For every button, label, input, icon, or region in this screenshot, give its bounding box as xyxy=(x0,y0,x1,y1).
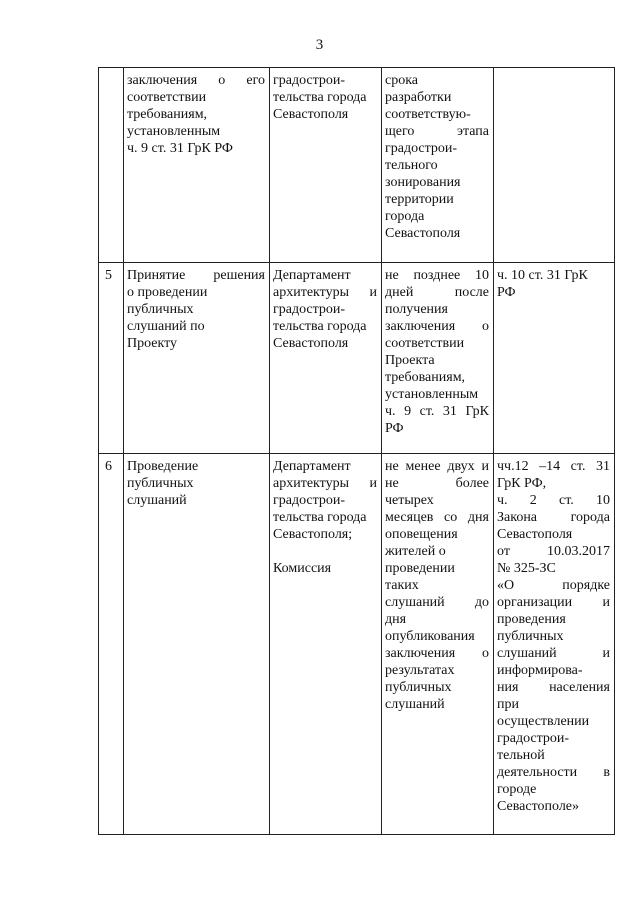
cell-text-line: тельства города xyxy=(273,90,367,105)
cell-text-line: требованиям, xyxy=(127,107,208,122)
cell-text-line: чч.12 –14 ст. 31 xyxy=(497,459,610,474)
cell-text-line: установленным xyxy=(127,124,221,139)
cell-text-line: не более xyxy=(385,476,489,491)
cell-text-line: градострои- xyxy=(385,141,458,156)
cell-text-line: Закона города xyxy=(497,510,610,525)
cell-text-line: тельства города xyxy=(273,319,367,334)
cell-text-line: заключения о его xyxy=(127,73,265,88)
cell-text-line: градострои- xyxy=(273,73,346,88)
cell-text-line: слушаний xyxy=(385,697,445,712)
cell-text-line: Севастополя xyxy=(273,336,349,351)
legal-basis-cell xyxy=(494,263,615,454)
procedure-table xyxy=(98,67,615,835)
cell-text-line: получения xyxy=(385,302,448,317)
cell-text-line: месяцев со дня xyxy=(385,510,489,525)
cell-text-line: слушаний и xyxy=(497,646,610,661)
cell-text-line: Департамент xyxy=(273,459,351,474)
cell-text-line: не позднее 10 xyxy=(385,268,489,283)
legal-basis-cell xyxy=(494,68,615,263)
cell-text-line: тельного xyxy=(385,158,438,173)
cell-text-line: результатах xyxy=(385,663,455,678)
cell-text-line: Проекту xyxy=(127,336,178,351)
cell-text-line: территории xyxy=(385,192,454,207)
cell-text-line: № 325-ЗС xyxy=(497,561,556,576)
cell-text-line: щего этапа xyxy=(385,124,489,139)
cell-text-line: дней после xyxy=(385,285,489,300)
cell-text-line: не менее двух и xyxy=(385,459,489,474)
cell-text-line: Департамент xyxy=(273,268,351,283)
cell-text-line: слушаний xyxy=(127,493,187,508)
cell-text-line: таких xyxy=(385,578,419,593)
cell-text-line: ч. 9 ст. 31 ГрК РФ xyxy=(127,141,233,156)
cell-text-line: ч. 9 ст. 31 ГрК xyxy=(385,404,489,419)
cell-text-line: Проведение xyxy=(127,459,199,474)
cell-text-line: соответствии xyxy=(127,90,207,105)
cell-text-line: архитектуры и xyxy=(273,476,377,491)
cell-text-line: опубликования xyxy=(385,629,475,644)
paragraph-gap xyxy=(273,543,377,560)
cell-text-line: Проекта xyxy=(385,353,435,368)
cell-text-line: разработки xyxy=(385,90,452,105)
legal-basis-cell xyxy=(494,454,615,835)
cell-text-line: оповещения xyxy=(385,527,458,542)
cell-text-line: ГрК РФ, xyxy=(497,476,547,491)
row-number-cell: 5 xyxy=(99,263,124,454)
term-cell xyxy=(382,68,494,263)
cell-text-line: слушаний по xyxy=(127,319,205,334)
cell-text-line: проведении xyxy=(385,561,455,576)
cell-text-line: осуществлении xyxy=(497,714,590,729)
cell-text-line: градострои- xyxy=(273,302,346,317)
term-cell xyxy=(382,454,494,835)
cell-text-line: четырех xyxy=(385,493,434,508)
cell-text-line: жителей о xyxy=(385,544,446,559)
cell-text-line: при xyxy=(497,697,519,712)
cell-text-line: от 10.03.2017 xyxy=(497,544,610,559)
responsible-cell xyxy=(270,263,382,454)
cell-text-line: городе xyxy=(497,782,537,797)
row-number-cell: 6 xyxy=(99,454,124,835)
cell-text-line: ч. 10 ст. 31 ГрК xyxy=(497,268,588,283)
cell-text-line: о проведении xyxy=(127,285,208,300)
action-cell xyxy=(124,68,270,263)
cell-text-line: установленным xyxy=(385,387,479,402)
cell-text-line: публичных xyxy=(127,476,194,491)
cell-text-line: проведения xyxy=(497,612,566,627)
cell-text-line: информирова- xyxy=(497,663,583,678)
cell-text-line: ния населения xyxy=(497,680,610,695)
row-number-cell xyxy=(99,68,124,263)
cell-text-line: РФ xyxy=(385,421,404,436)
cell-text-line: Севастополя xyxy=(497,527,573,542)
cell-text-line: организации и xyxy=(497,595,610,610)
cell-text-line: Севастополя; xyxy=(273,527,353,542)
cell-text-line: заключения о xyxy=(385,319,489,334)
cell-text-line: города xyxy=(385,209,425,224)
cell-text-line: публичных xyxy=(127,302,194,317)
cell-text-line: тельной xyxy=(497,748,545,763)
cell-text-line: Принятие решения xyxy=(127,268,265,283)
cell-text-line: публичных xyxy=(497,629,564,644)
cell-text-line: слушаний до xyxy=(385,595,489,610)
cell-text-line: зонирования xyxy=(385,175,461,190)
term-cell xyxy=(382,263,494,454)
cell-text-line: градострои- xyxy=(497,731,570,746)
cell-text-line: соответствии xyxy=(385,336,465,351)
cell-text-line: деятельности в xyxy=(497,765,610,780)
cell-text-line: ч. 2 ст. 10 xyxy=(497,493,610,508)
cell-text-line: публичных xyxy=(385,680,452,695)
cell-text-line: заключения о xyxy=(385,646,489,661)
cell-text-line: соответствую- xyxy=(385,107,471,122)
cell-text-line: Севастополя xyxy=(385,226,461,241)
responsible-cell xyxy=(270,68,382,263)
responsible-cell xyxy=(270,454,382,835)
cell-text-line: «О порядке xyxy=(497,578,610,593)
page-number: 3 xyxy=(315,37,324,53)
cell-text-line: дня xyxy=(385,612,407,627)
cell-text-line: градострои- xyxy=(273,493,346,508)
cell-text-line: Комиссия xyxy=(273,561,332,576)
cell-text-line: РФ xyxy=(497,285,516,300)
table-row xyxy=(99,68,615,263)
cell-text-line: тельства города xyxy=(273,510,367,525)
table-row xyxy=(99,454,615,835)
action-cell xyxy=(124,454,270,835)
action-cell xyxy=(124,263,270,454)
cell-text-line: требованиям, xyxy=(385,370,466,385)
cell-text-line: Севастополя xyxy=(273,107,349,122)
cell-text-line: архитектуры и xyxy=(273,285,377,300)
table-row xyxy=(99,263,615,454)
cell-text-line: срока xyxy=(385,73,419,88)
cell-text-line: Севастополе» xyxy=(497,799,580,814)
